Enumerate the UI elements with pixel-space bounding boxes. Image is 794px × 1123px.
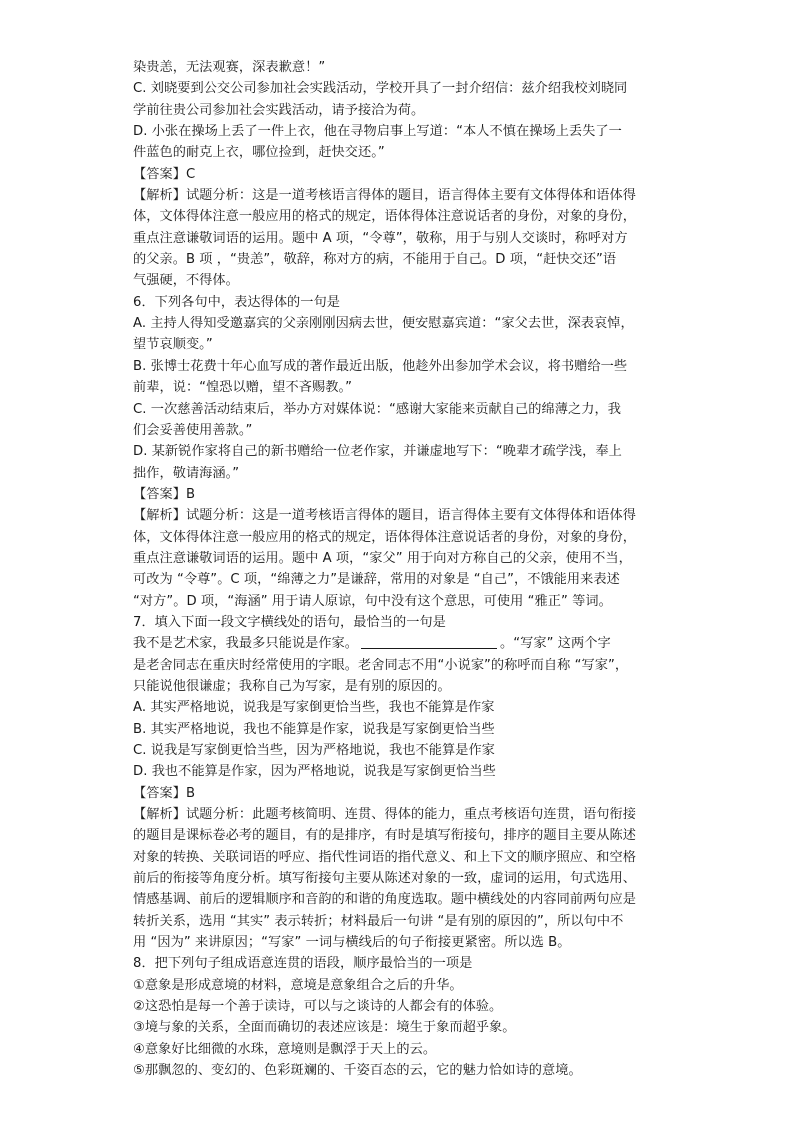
text-line: 转折关系，选用 “其实” 表示转折；材料最后一句讲 “是有别的原因的”，所以句中不 [133,913,624,929]
text-line: C. 一次慈善活动结束后，举办方对媒体说：“感谢大家能来贡献自己的绵薄之力，我 [133,401,621,417]
question-7-text-after-blank: 。“写家” 这两个字 [500,636,611,652]
text-line: 6．下列各句中，表达得体的一句是 [133,294,341,310]
text-line: 8．把下列句子组成语意连贯的语段，顺序最恰当的一项是 [133,956,473,972]
text-line: 拙作，敬请海涵。” [133,465,240,481]
text-line: 【解析】试题分析：这是一道考核语言得体的题目，语言得体主要有文体得体和语体得 [133,188,637,204]
text-line: ④意象好比细微的水珠，意境则是飘浮于天上的云。 [133,1041,437,1057]
text-line: ②这恐怕是每一个善于读诗，可以与之谈诗的人都会有的体验。 [133,999,503,1015]
text-line: 前辈，说：“惶恐以赠，望不吝赐教。” [133,380,352,396]
text-line: D. 小张在操场上丢了一件上衣，他在寻物启事上写道：“本人不慎在操场上丢失了一 [133,124,622,140]
text-line: D. 我也不能算是作家，因为严格地说，说我是写家倒更恰当些 [133,764,496,780]
text-line: 体，文体得体注意一般应用的格式的规定，语体得体注意说话者的身份，对象的身份， [133,209,637,225]
question-7-passage-line [133,633,663,654]
fill-in-blank-line [361,634,497,649]
text-line: C. 刘晓要到公交公司参加社会实践活动，学校开具了一封介绍信：兹介绍我校刘晓同 [133,81,628,97]
text-block-bottom [133,655,663,1082]
text-line: 情感基调、前后的逻辑顺序和音韵的和谐的角度选取。题中横线处的内容同前两句应是 [133,892,637,908]
text-line: “对方”。D 项，“海涵” 用于请人原谅，句中没有这个意思，可使用 “雅正” 等词。 [133,593,612,609]
text-line: 可改为 “令尊”。C 项，“绵薄之力”是谦辞，常用的对象是 “自己”，不饿能用来表述 [133,572,620,588]
text-line: B. 张博士花费十年心血写成的著作最近出版，他趁外出参加学术会议，将书赠给一些 [133,358,628,374]
text-line: 望节哀顺变。” [133,337,213,353]
text-line: A. 主持人得知受邀嘉宾的父亲刚刚因病去世，便安慰嘉宾道：“家父去世，深表哀悼， [133,316,634,332]
text-line: 体，文体得体注意一般应用的格式的规定，语体得体注意说话者的身份，对象的身份， [133,529,637,545]
text-line: 用 “因为” 来讲原因；“写家” 一词与横线后的句子衔接更紧密。所以选 B。 [133,935,571,951]
text-line: ③境与象的关系，全面而确切的表述应该是：境生于象而超乎象。 [133,1020,516,1036]
text-line: 前后的衔接等角度分析。填写衔接句主要从陈述对象的一致，虚词的运用，句式选用、 [133,871,637,887]
text-line: 染贵恙，无法观赛，深表歉意！” [133,60,326,75]
text-line: A. 其实严格地说，说我是写家倒更恰当些，我也不能算是作家 [133,700,495,716]
text-line: 【答案】B [133,486,196,502]
text-line: 【解析】试题分析：此题考核简明、连贯、得体的能力，重点考核语句连贯，语句衔接 [133,807,637,823]
text-line: 件蓝色的耐克上衣，哪位捡到，赶快交还。” [133,145,385,161]
document-page [133,57,663,1082]
text-line: 【答案】C [133,166,196,182]
text-line: 重点注意谦敬词语的运用。题中 A 项，“家父” 用于向对方称自己的父亲，使用不当， [133,550,632,566]
text-line: 重点注意谦敬词语的运用。题中 A 项，“令尊”，敬称，用于与别人交谈时，称呼对方 [133,230,628,246]
text-line: 【答案】B [133,785,196,801]
question-7-text-before-blank: 我不是艺术家，我最多只能说是作家。 [133,636,359,652]
text-line: 的题目是课标卷必考的题目，有的是排序，有时是填写衔接句，排序的题目主要从陈述 [133,828,637,844]
text-line: 【解析】试题分析：这是一道考核语言得体的题目，语言得体主要有文体得体和语体得 [133,508,637,524]
text-line: 气强硬，不得体。 [133,273,239,289]
text-line: 的父亲。B 项 ，“贵恙”，敬辞，称对方的病，不能用于自己。D 项，“赶快交还”语 [133,252,617,268]
text-line: D. 某新锐作家将自己的新书赠给一位老作家，并谦虚地写下：“晚辈才疏学浅，奉上 [133,444,622,460]
text-line: ①意象是形成意境的材料，意境是意象组合之后的升华。 [133,977,463,993]
text-line: C. 说我是写家倒更恰当些，因为严格地说，我也不能算是作家 [133,743,495,758]
text-line: B. 其实严格地说，我也不能算是作家，说我是写家倒更恰当些 [133,721,495,737]
text-line: 对象的转换、关联词语的呼应、指代性词语的指代意义、和上下文的顺序照应、和空格 [133,849,637,865]
text-line: ⑤那飘忽的、变幻的、色彩斑斓的、千姿百态的云，它的魅力恰如诗的意境。 [133,1063,582,1079]
text-line: 学前往贵公司参加社会实践活动，请予接洽为荷。 [133,102,425,118]
text-line: 只能说他很谦虚；我称自己为写家，是有别的原因的。 [133,678,451,694]
text-line: 7．填入下面一段文字横线处的语句，最恰当的一句是 [133,614,446,630]
text-line: 们会妥善使用善款。” [133,422,253,438]
text-line: 是老舍同志在重庆时经常使用的字眼。老舍同志不用“小说家”的称呼而自称 “写家”， [133,657,629,673]
text-block-top [133,57,663,633]
